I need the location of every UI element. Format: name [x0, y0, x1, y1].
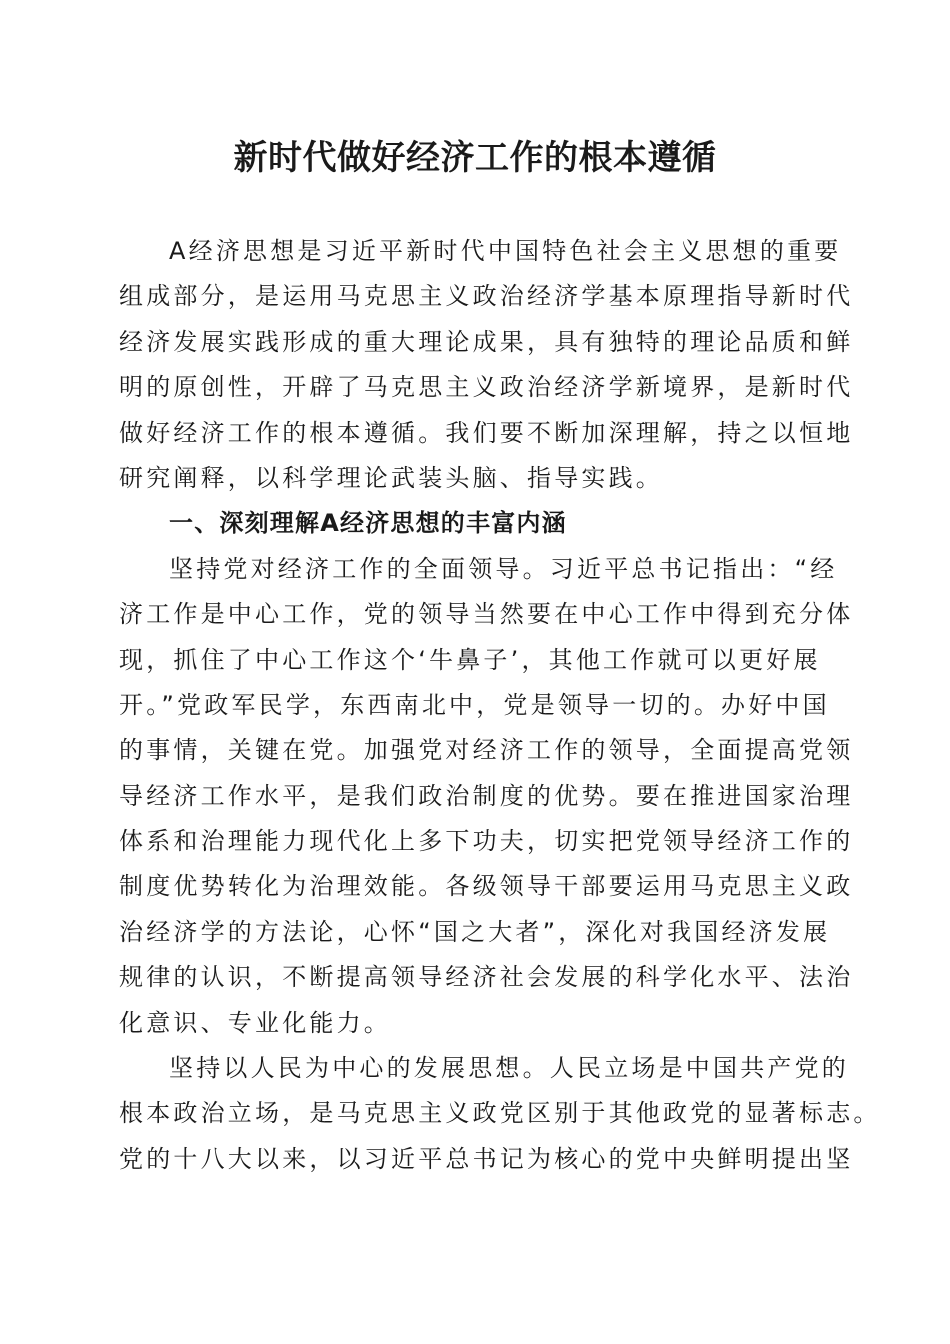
text-line: 开。”党政军民学，东西南北中，党是领导一切的。办好中国 [119, 690, 830, 719]
text-line: 做好经济工作的根本遵循。我们要不断加深理解，持之以恒地 [119, 418, 854, 447]
text-line: 导经济工作水平，是我们政治制度的优势。要在推进国家治理 [119, 781, 854, 810]
text-line: 化意识、专业化能力。 [119, 1008, 391, 1037]
text-line: 制度优势转化为治理效能。各级领导干部要运用马克思主义政 [119, 872, 854, 901]
section-heading [119, 501, 831, 546]
text-line: 济工作是中心工作，党的领导当然要在中心工作中得到充分体 [119, 600, 854, 629]
document-body [119, 229, 881, 1182]
section-heading-text: 一、深刻理解A经济思想的丰富内涵 [169, 509, 567, 538]
paragraph-people-centered [119, 1046, 881, 1182]
text-line: 经济发展实践形成的重大理论成果，具有独特的理论品质和鲜 [119, 327, 854, 356]
text-line: 党的十八大以来，以习近平总书记为核心的党中央鲜明提出坚 [119, 1144, 854, 1173]
text-line: 的事情，关键在党。加强党对经济工作的领导，全面提高党领 [119, 736, 854, 765]
text-line: 研究阐释，以科学理论武装头脑、指导实践。 [119, 463, 663, 492]
text-line: 坚持党对经济工作的全面领导。习近平总书记指出：“经 [169, 554, 838, 583]
paragraph-intro [119, 229, 854, 501]
text-line: 规律的认识，不断提高领导经济社会发展的科学化水平、法治 [119, 963, 854, 992]
text-line: 坚持以人民为中心的发展思想。人民立场是中国共产党的 [169, 1054, 849, 1083]
text-line: 根本政治立场，是马克思主义政党区别于其他政党的显著标志。 [119, 1099, 881, 1128]
text-line: 治经济学的方法论，心怀“国之大者”，深化对我国经济发展 [119, 917, 831, 946]
text-line: 明的原创性，开辟了马克思主义政治经济学新境界，是新时代 [119, 373, 854, 402]
text-line: 现，抓住了中心工作这个‘牛鼻子’，其他工作就可以更好展 [119, 645, 821, 674]
text-line: A经济思想是习近平新时代中国特色社会主义思想的重要 [169, 237, 842, 265]
document-title: 新时代做好经济工作的根本遵循 [233, 138, 717, 178]
text-line: 体系和治理能力现代化上多下功夫，切实把党领导经济工作的 [119, 827, 854, 856]
paragraph-party-leadership [119, 547, 854, 1046]
text-line: 组成部分，是运用马克思主义政治经济学基本原理指导新时代 [119, 282, 854, 311]
